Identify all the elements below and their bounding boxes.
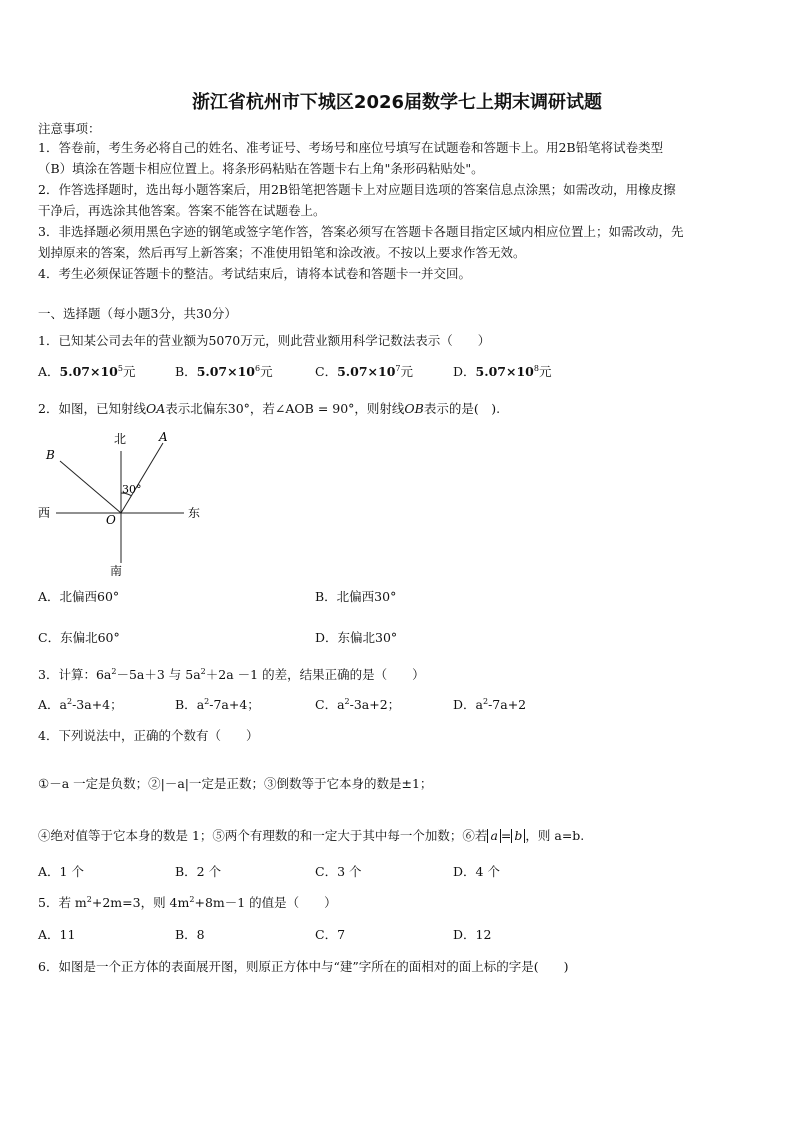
q6-stem: 6．如图是一个正方体的表面展开图，则原正方体中与“建”字所在的面相对的面上标的字是( ) [38, 959, 569, 974]
q5-stem: 5．若 $m^2+2m=3$，则 $4m^2+8m-1$ 的值是（ ） [38, 894, 337, 910]
q3-option-a: A．$a^2-3a+4$； [38, 696, 123, 712]
ray-oa [121, 443, 163, 513]
label-west: 西 [38, 506, 51, 520]
q4-stem: 4．下列说法中，正确的个数有（ ） [38, 728, 259, 743]
notes-heading: 注意事项： [38, 121, 101, 136]
label-b: B [46, 448, 55, 462]
q4-option-b: B．2 个 [175, 864, 222, 879]
q4-option-c: C．3 个 [315, 864, 362, 879]
q4-statements-2: ④绝对值等于它本身的数是 1；⑤两个有理数的和一定大于其中每一个加数；⑥若 a = b ，则 a=b. [38, 828, 585, 843]
label-north: 北 [114, 432, 127, 446]
q5-option-c: C．7 [315, 927, 346, 942]
label-o: O [106, 513, 116, 527]
q4-option-d: D．4 个 [453, 864, 500, 879]
q5-option-a: A．11 [38, 927, 76, 942]
q1-option-b: B．$5.07\times 10^6$元 [175, 363, 273, 379]
q5-option-b: B．8 [175, 927, 205, 942]
label-east: 东 [188, 506, 201, 520]
q1-option-a: A．$5.07\times 10^5$元 [38, 363, 136, 379]
note-line: 1．答卷前，考生务必将自己的姓名、准考证号、考场号和座位号填写在试题卷和答题卡上。用2B铅笔将试卷类型 [38, 140, 664, 155]
q1-option-d: D．$5.07\times 10^8$元 [453, 363, 552, 379]
q2-option-a: A．北偏西60° [38, 589, 120, 604]
q3-stem: 3．计算：$6a^2-5a+3$ 与 $5a^2+2a -1$ 的差，结果正确的是（ ） [38, 666, 425, 682]
q2-option-d: D．东偏北30° [315, 630, 398, 645]
q1-stem: 1．已知某公司去年的营业额为5070万元，则此营业额用科学记数法表示（ ） [38, 333, 491, 348]
label-south: 南 [110, 564, 123, 578]
q2-option-c: C．东偏北60° [38, 630, 120, 645]
note-line: 干净后，再选涂其他答案。答案不能答在试题卷上。 [38, 203, 326, 218]
q3-option-d: D．$a^2-7a+2$ [453, 696, 527, 712]
q4-option-a: A．1 个 [38, 864, 84, 879]
q2-stem: 2．如图，已知射线OA表示北偏东30°，若∠AOB = 90°，则射线OB表示的是( ). [38, 401, 501, 416]
note-line: 2．作答选择题时，选出每小题答案后，用2B铅笔把答题卡上对应题目选项的答案信息点涂黑；如需改动，用橡皮擦 [38, 182, 676, 197]
label-angle: 30° [122, 483, 142, 496]
q1-option-c: C．$5.07\times 10^7$元 [315, 363, 414, 379]
label-a: A [159, 430, 168, 444]
q3-option-b: B．$a^2-7a+4$； [175, 696, 260, 712]
q5-option-d: D．12 [453, 927, 492, 942]
note-line: 3．非选择题必须用黑色字迹的钢笔或签字笔作答，答案必须写在答题卡各题目指定区域内相应位置上；如需改动，先 [38, 224, 684, 239]
q2-option-b: B．北偏西30° [315, 589, 397, 604]
note-line: 划掉原来的答案，然后再写上新答案；不准使用铅笔和涂改液。不按以上要求作答无效。 [38, 245, 526, 260]
q4-statements-1: ①－a 一定是负数；②|－a|一定是正数；③倒数等于它本身的数是±1； [38, 776, 433, 791]
note-line: 4．考生必须保证答题卡的整洁。考试结束后，请将本试卷和答题卡一并交回。 [38, 266, 471, 281]
q3-option-c: C．$a^2-3a+2$； [315, 696, 401, 712]
exam-title: 浙江省杭州市下城区2026届数学七上期末调研试题 [191, 92, 603, 113]
section-heading: 一、选择题（每小题3分，共30分） [38, 306, 237, 321]
note-line: （B）填涂在答题卡相应位置上。将条形码粘贴在答题卡右上角"条形码粘贴处"。 [38, 161, 484, 176]
direction-diagram [30, 425, 220, 580]
ray-ob [60, 461, 121, 513]
